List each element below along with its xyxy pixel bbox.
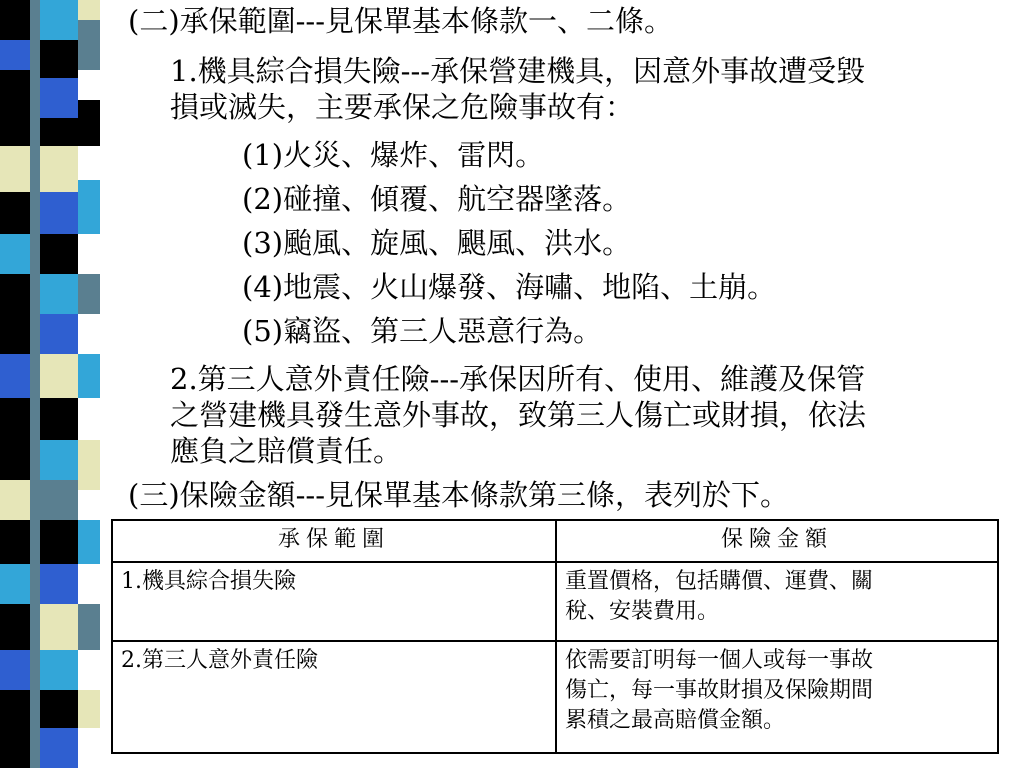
- table-header-row: [112, 520, 998, 562]
- decorative-stripe: [0, 0, 100, 768]
- amount-text-line: 稅、安裝費用。: [565, 599, 720, 624]
- peril-item: (3)颱風、旋風、颶風、洪水。: [242, 226, 632, 260]
- item2-text-line: 2.第三人意外責任險---承保因所有、使用、維護及保管: [170, 362, 866, 396]
- item2-text-line: 應負之賠償責任。: [170, 434, 403, 468]
- scope-cell: 1.機具綜合損失險: [112, 562, 556, 641]
- peril-item: (2)碰撞、傾覆、航空器墜落。: [242, 182, 632, 216]
- amount-text-line: 重置價格，包括購價、運費、關: [565, 569, 874, 594]
- item2-text-line: 之營建機具發生意外事故，致第三人傷亡或財損，依法: [170, 398, 867, 432]
- coverage-amount-table: [111, 519, 999, 754]
- amount-text-line: 傷亡，每一事故財損及保險期間: [565, 678, 874, 703]
- section-heading-amount: (三)保險金額---見保單基本條款第三條，表列於下。: [128, 478, 790, 512]
- peril-item: (1)火災、爆炸、雷閃。: [242, 138, 545, 172]
- table-row: [112, 641, 998, 753]
- amount-cell: [556, 641, 998, 753]
- amount-text-line: 依需要訂明每一個人或每一事故: [565, 648, 874, 673]
- scope-cell: 2.第三人意外責任險: [112, 641, 556, 753]
- table-row: [112, 562, 998, 641]
- item1-text-line1: 1.機具綜合損失險---承保營建機具，因意外事故遭受毀: [170, 54, 866, 88]
- column-header-amount: 保險金額: [556, 520, 998, 562]
- amount-cell: [556, 562, 998, 641]
- item1-text-line2: 損或滅失，主要承保之危險事故有：: [170, 90, 635, 124]
- column-header-scope: 承保範圍: [112, 520, 556, 562]
- peril-item: (4)地震、火山爆發、海嘯、地陷、土崩。: [242, 270, 777, 304]
- section-heading-coverage: (二)承保範圍---見保單基本條款一、二條。: [128, 4, 674, 38]
- peril-item: (5)竊盜、第三人惡意行為。: [242, 314, 603, 348]
- amount-text-line: 累積之最高賠償金額。: [565, 708, 786, 733]
